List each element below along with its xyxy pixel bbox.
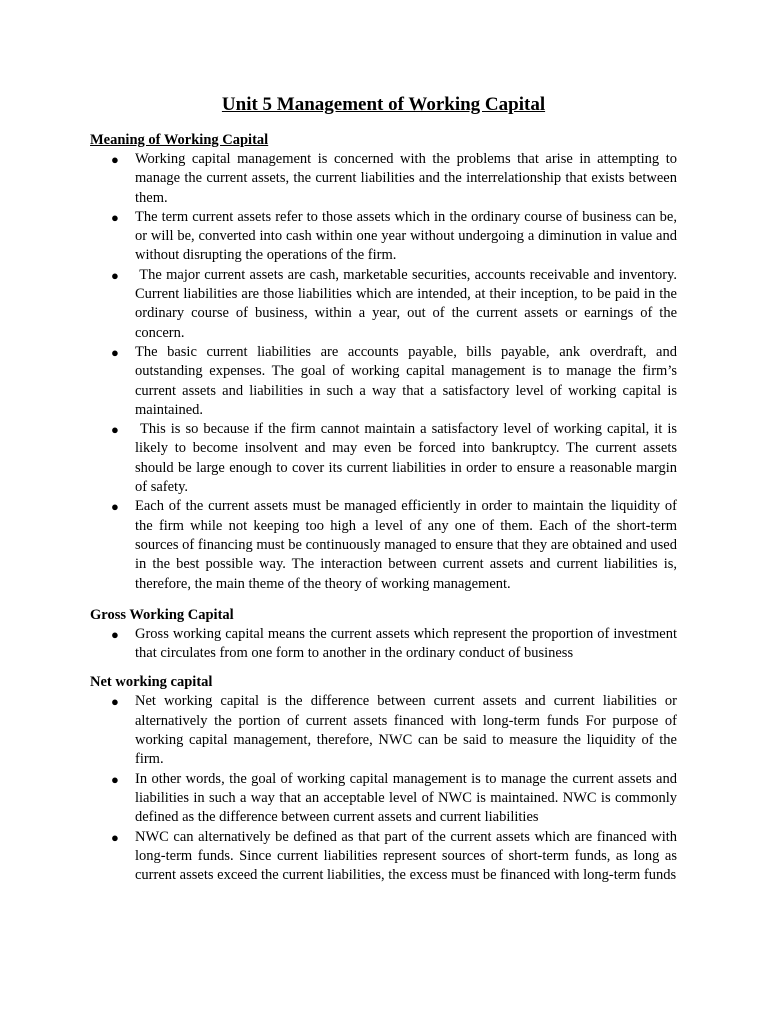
bullet-icon: ● — [111, 344, 119, 360]
list-item — [90, 625, 677, 664]
section-gross-working-capital — [90, 605, 677, 664]
bullet-icon: ● — [111, 771, 119, 787]
bullet-icon: ● — [111, 422, 119, 438]
list-item — [90, 692, 677, 769]
list-item — [90, 497, 677, 593]
bullet-icon: ● — [111, 694, 119, 710]
section-heading: Gross Working Capital — [90, 606, 234, 623]
list-item — [90, 150, 677, 208]
document-title: Unit 5 Management of Working Capital — [221, 94, 546, 115]
list-item-text: The term current assets refer to those assets which in the ordinary course of business can be, or will be, converted into cash within one year without undergoing a diminution in value and without disrupting the operations of the firm. — [135, 208, 677, 264]
document-page — [90, 93, 681, 885]
section-net-working-capital — [90, 672, 677, 885]
list-item-text: Net working capital is the difference between current assets and current liabilities or alternatively the portion of current assets financed with long-term funds For purpose of working capital management, therefore, NWC can be said to measure the liquidity of the firm. — [135, 693, 677, 768]
list-item — [90, 770, 677, 828]
list-item-text: Gross working capital means the current assets which represent the proportion of investment that circulates from one form to another in the ordinary conduct of business — [135, 625, 677, 662]
list-item-text: This is so because if the firm cannot maintain a satisfactory level of working capital, it is likely to become insolvent and may even be forced into bankruptcy. The current assets should be large enough to cover its current liabilities in order to ensure a reasonable margin of safety. — [135, 421, 681, 496]
bullet-list — [90, 625, 677, 664]
bullet-icon: ● — [111, 267, 119, 283]
list-item-text: In other words, the goal of working capital management is to manage the current assets and liabilities in such a way that an acceptable level of NWC is maintained. NWC is commonly defined as the difference between current assets and current liabilities — [135, 770, 677, 826]
list-item — [90, 343, 677, 420]
bullet-list — [90, 692, 677, 885]
section-heading: Net working capital — [90, 674, 213, 691]
bullet-icon: ● — [111, 209, 119, 225]
bullet-icon: ● — [111, 626, 119, 642]
section-heading: Meaning of Working Capital — [90, 132, 269, 148]
bullet-list — [90, 150, 681, 594]
list-item-text: The basic current liabilities are accounts payable, bills payable, ank overdraft, and outstanding expenses. The goal of working capital management is to manage the firm’s current assets and liabilities in such a way that a satisfactory level of working capital is maintained. — [135, 343, 677, 418]
list-item-text: Each of the current assets must be managed efficiently in order to maintain the liquidity of the firm while not keeping too high a level of any one of them. Each of the short-term sources of financing must be continuously managed to ensure that they are obtained and used in the best possible way. The interaction between current assets and current liabilities is, therefore, the main theme of the theory of working management. — [135, 498, 677, 592]
list-item — [90, 208, 677, 266]
list-item — [90, 828, 677, 886]
list-item-text: NWC can alternatively be defined as that part of the current assets which are financed with long-term funds. Since current liabilities represent sources of short-term funds, as long as current assets exceed the current liabilities, the excess must be financed with long-term funds — [135, 828, 677, 884]
list-item-text: Working capital management is concerned with the problems that arise in attempting to manage the current assets, the current liabilities and the interrelationship that exists between them. — [135, 151, 677, 206]
bullet-icon: ● — [111, 152, 119, 167]
list-item — [90, 266, 681, 343]
section-meaning-of-working-capital — [90, 130, 681, 594]
bullet-icon: ● — [111, 829, 119, 845]
list-item-text: The major current assets are cash, marketable securities, accounts receivable and inventory. Current liabilities are those liabilities which are intended, at their inception, to be paid in the ordinary course of business, within a year, out of the current assets or earnings of the concern. — [135, 266, 681, 341]
list-item — [90, 420, 681, 497]
bullet-icon: ● — [111, 499, 119, 515]
